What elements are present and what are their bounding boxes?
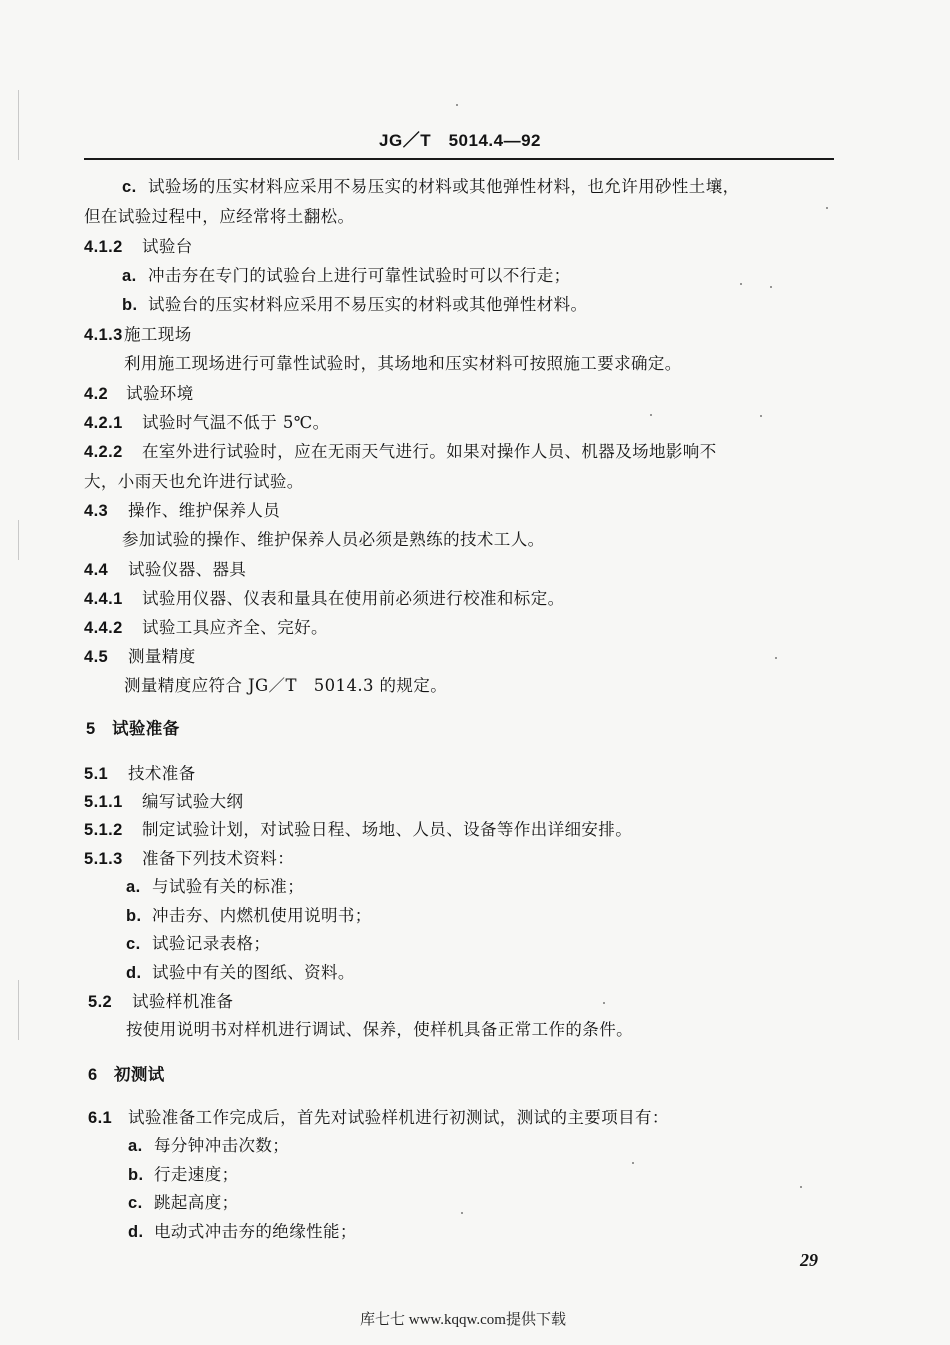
list-marker: b. — [128, 1166, 144, 1184]
line-text: 行走速度； — [154, 1165, 239, 1184]
list-marker: c. — [128, 1194, 143, 1212]
line-text: 电动式冲击夯的绝缘性能； — [154, 1222, 357, 1241]
line-text: 施工现场 — [124, 325, 192, 344]
clause-number: 4.4.1 — [84, 590, 123, 608]
clause-number: 4.2.2 — [84, 443, 123, 461]
list-marker: b. — [126, 907, 142, 925]
clause-number: 4.1.2 — [84, 238, 123, 256]
text-line — [124, 676, 447, 696]
list-item — [126, 877, 304, 897]
list-item — [122, 266, 571, 286]
list-marker: d. — [128, 1223, 144, 1241]
clause-heading — [84, 618, 328, 638]
list-item — [128, 1222, 357, 1242]
list-item — [126, 934, 270, 954]
line-text: 测量精度 — [128, 647, 196, 666]
list-marker: d. — [126, 964, 142, 982]
line-text: 准备下列技术资料： — [142, 849, 295, 868]
clause-number: 4.1.3 — [84, 326, 123, 344]
clause-heading — [84, 560, 246, 580]
clause-number: 4.5 — [84, 648, 109, 666]
section-heading — [86, 719, 180, 739]
clause-number: 5.1.1 — [84, 793, 123, 811]
scan-speck — [632, 1162, 634, 1164]
scan-speck — [760, 415, 762, 417]
text-line — [122, 530, 545, 550]
clause-heading — [84, 849, 294, 869]
line-text: 与试验有关的标准； — [152, 877, 305, 896]
list-item — [126, 906, 372, 926]
line-text: 试验台的压实材料应采用不易压实的材料或其他弹性材料。 — [148, 295, 588, 314]
line-text: 每分钟冲击次数； — [154, 1136, 290, 1155]
standard-header: JG／T 5014.4—92 — [379, 131, 541, 150]
list-marker: a. — [122, 267, 137, 285]
list-marker: a. — [126, 878, 141, 896]
line-text: 试验准备工作完成后，首先对试验样机进行初测试，测试的主要项目有： — [128, 1108, 669, 1127]
line-text: 试验环境 — [126, 384, 194, 403]
list-marker: c. — [126, 935, 141, 953]
page-number: 29 — [800, 1250, 818, 1270]
list-marker: c. — [122, 178, 137, 196]
line-text: 试验中有关的图纸、资料。 — [152, 963, 355, 982]
clause-heading — [84, 764, 196, 784]
clause-heading — [84, 237, 193, 257]
clause-number: 5.1 — [84, 765, 109, 783]
line-text: 冲击夯、内燃机使用说明书； — [152, 906, 372, 925]
clause-heading — [84, 442, 717, 462]
list-item — [122, 295, 587, 315]
scan-speck — [650, 414, 652, 416]
line-text: 试验用仪器、仪表和量具在使用前必须进行校准和标定。 — [142, 589, 565, 608]
list-item — [126, 963, 355, 983]
clause-number: 6.1 — [88, 1109, 113, 1127]
line-text: 利用施工现场进行可靠性试验时，其场地和压实材料可按照施工要求确定。 — [124, 354, 682, 373]
line-text: 试验样机准备 — [132, 992, 234, 1011]
clause-heading — [84, 325, 192, 345]
list-item — [122, 177, 740, 197]
scan-speck — [456, 104, 458, 106]
scan-speck — [800, 1186, 802, 1188]
clause-number: 4.3 — [84, 502, 109, 520]
list-item — [128, 1136, 289, 1156]
clause-heading — [84, 792, 243, 812]
list-item — [128, 1193, 239, 1213]
scan-speck — [603, 1002, 605, 1004]
clause-heading — [84, 647, 196, 667]
scan-speck — [775, 657, 777, 659]
line-text: 在室外进行试验时，应在无雨天气进行。如果对操作人员、机器及场地影响不 — [142, 442, 717, 461]
line-text: 初测试 — [114, 1065, 165, 1084]
line-text: 技术准备 — [128, 764, 196, 783]
clause-heading — [88, 1108, 669, 1128]
line-text: 制定试验计划，对试验日程、场地、人员、设备等作出详细安排。 — [142, 820, 633, 839]
clause-number: 5.1.2 — [84, 821, 123, 839]
section-number: 5 — [86, 720, 96, 738]
line-text: 编写试验大纲 — [142, 792, 244, 811]
list-item — [128, 1165, 239, 1185]
line-text: 试验准备 — [112, 719, 180, 738]
scan-edge — [18, 520, 19, 560]
line-text: 大，小雨天也允许进行试验。 — [84, 472, 304, 491]
clause-heading — [84, 384, 194, 404]
clause-number: 5.2 — [88, 993, 113, 1011]
text-line — [126, 1020, 633, 1040]
clause-number: 4.4.2 — [84, 619, 123, 637]
list-marker: b. — [122, 296, 138, 314]
clause-heading — [84, 413, 330, 433]
scan-speck — [826, 207, 828, 209]
line-text: 参加试验的操作、维护保养人员必须是熟练的技术工人。 — [122, 530, 545, 549]
line-text: 测量精度应符合 JG／T 5014.3 的规定。 — [124, 676, 448, 695]
clause-heading — [88, 992, 233, 1012]
scan-speck — [770, 286, 772, 288]
line-text: 跳起高度； — [154, 1193, 239, 1212]
line-text: 试验仪器、器具 — [128, 560, 247, 579]
text-line — [124, 354, 682, 374]
scan-edge — [18, 90, 19, 160]
clause-heading — [84, 589, 565, 609]
clause-heading — [84, 501, 280, 521]
line-text: 但在试验过程中，应经常将土翻松。 — [84, 207, 355, 226]
scan-speck — [740, 283, 742, 285]
clause-number: 4.4 — [84, 561, 109, 579]
line-text: 操作、维护保养人员 — [128, 501, 281, 520]
section-heading — [88, 1065, 165, 1085]
clause-heading — [84, 820, 632, 840]
line-text: 试验记录表格； — [152, 934, 271, 953]
clause-number: 4.2 — [84, 385, 109, 403]
line-text: 试验台 — [142, 237, 193, 256]
scan-speck — [461, 1212, 463, 1214]
download-footer: 库七七 www.kqqw.com提供下载 — [360, 1312, 566, 1328]
list-marker: a. — [128, 1137, 143, 1155]
section-number: 6 — [88, 1066, 98, 1084]
text-line — [84, 472, 304, 492]
header-rule — [84, 158, 834, 160]
line-text: 按使用说明书对样机进行调试、保养，使样机具备正常工作的条件。 — [126, 1020, 633, 1039]
scan-edge — [18, 980, 19, 1040]
clause-number: 4.2.1 — [84, 414, 123, 432]
line-text: 试验工具应齐全、完好。 — [142, 618, 328, 637]
line-text: 试验场的压实材料应采用不易压实的材料或其他弹性材料，也允许用砂性土壤， — [148, 177, 740, 196]
line-text: 冲击夯在专门的试验台上进行可靠性试验时可以不行走； — [148, 266, 571, 285]
clause-number: 5.1.3 — [84, 850, 123, 868]
line-text: 试验时气温不低于 5℃。 — [142, 413, 330, 432]
text-line — [84, 207, 354, 227]
